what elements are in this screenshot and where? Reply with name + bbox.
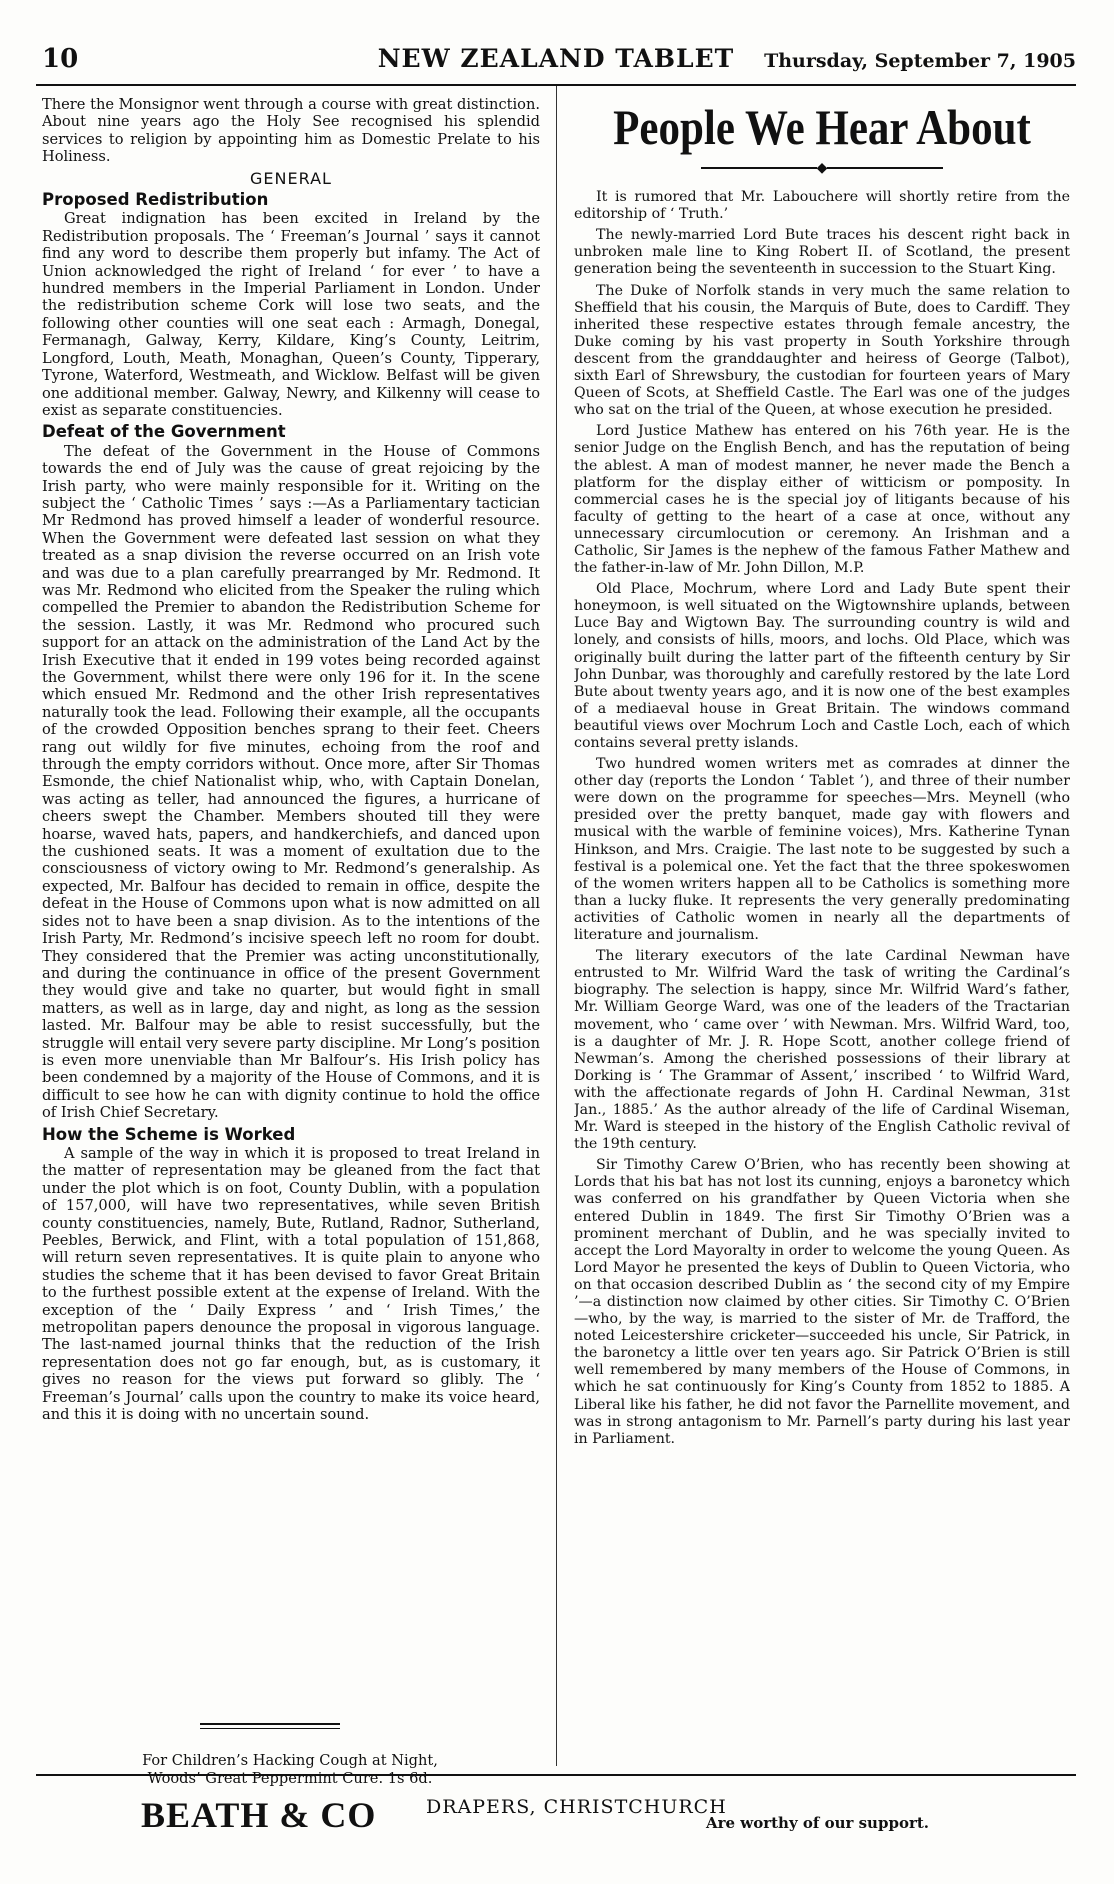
- page-number: 10: [42, 44, 79, 74]
- paragraph-old-place: Old Place, Mochrum, where Lord and Lady Bute spent their honeymoon, is well situated on the Wigtownshire uplands, between Luce Bay and Wigtown Bay. The surrounding country is wild and lonely, and consists of hills, moors, and lochs. Old Place, which was originally built during the latter part of the fifteenth century by Sir John Dunbar, was thoroughly and carefully restored by the late Lord Bute about twenty years ago, and it is now one of the best examples of a mediaeval house in Great Britain. The windows command beautiful views over Mochrum Loch and Castle Loch, each of which contains several pretty islands.: [574, 581, 1070, 751]
- footer-rule: [36, 1774, 1076, 1776]
- right-column: [574, 96, 1070, 1768]
- paragraph-newman: The literary executors of the late Cardinal Newman have entrusted to Mr. Wilfrid Ward the task of writing the Cardinal’s biography. The selection is happy, since Mr. Wilfrid Ward’s father, Mr. William George Ward, was one of the leaders of the Tractarian movement, who ‘ came over ’ with Newman. Mrs. Wilfrid Ward, too, is a daughter of Mr. J. R. Hope Scott, another college friend of Newman’s. Among the cherished possessions of their library at Dorking is ‘ The Grammar of Assent,’ inscribed ‘ to Wilfrid Ward, with the affectionate regards of John H. Cardinal Newman, 31st Jan., 1885.’ As the author already of the life of Cardinal Wiseman, Mr. Ward is steeped in the history of the English Catholic revival of the 19th century.: [574, 948, 1070, 1153]
- advert-line-2: Woods’ Great Peppermint Cure. 1s 6d.: [147, 1769, 433, 1787]
- footer-advert: [36, 1788, 1076, 1858]
- left-column: [42, 96, 540, 1762]
- title-ornament: ◆: [574, 160, 1070, 177]
- paragraph-obrien: Sir Timothy Carew O’Brien, who has recently been showing at Lords that his bat has not lost its cunning, enjoys a baronetcy which was conferred on his grandfather by Queen Victoria when she entered Dublin in 1849. The first Sir Timothy O’Brien was a prominent merchant of Dublin, and he was specially invited to accept the Lord Mayoralty in order to welcome the young Queen. As Lord Mayor he presented the keys of Dublin to Queen Victoria, who on that occasion described Dublin as ‘ the second city of my Empire ’—a distinction now claimed by other cities. Sir Timothy C. O’Brien—who, by the way, is married to the sister of Mr. de Trafford, the noted Leicestershire cricketer—succeeded his uncle, Sir Patrick, in the baronetcy a little over ten years ago. Sir Patrick O’Brien is still well remembered by many members of the House of Commons, in which he sat continuously for King’s County from 1852 to 1885. A Liberal like his father, he did not favor the Parnellite movement, and was in strong antagonism to Mr. Parnell’s party during his last year in Parliament.: [574, 1157, 1070, 1447]
- paragraph-scheme: A sample of the way in which it is proposed to treat Ireland in the matter of representation may be gleaned from the fact that under the plot which is on foot, County Dublin, with a population of 157,000, will have two representatives, while seven British county constituencies, namely, Bute, Rutland, Radnor, Sutherland, Peebles, Berwick, and Flint, with a total population of 151,868, will return seven representatives. It is quite plain to anyone who studies the scheme that it has been devised to favor Great Britain to the furthest possible extent at the expense of Ireland. With the exception of the ‘ Daily Express ’ and ‘ Irish Times,’ the metropolitan papers denounce the proposal in vigorous language. The last-named journal thinks that the reduction of the Irish representation does not go far enough, but, as is customary, it gives no reason for the views put forward so glibly. The ‘ Freeman’s Journal’ calls upon the country to make its voice heard, and this it is doing with no uncertain sound.: [42, 1144, 540, 1424]
- intro-paragraph: There the Monsignor went through a course with great distinction. About nine years ago the Holy See recognised his splendid services to religion by appointing him as Domestic Prelate to his Holiness.: [42, 96, 540, 166]
- advert-line-1: For Children’s Hacking Cough at Night,: [142, 1752, 438, 1769]
- newspaper-title: NEW ZEALAND TABLET: [377, 44, 735, 73]
- paragraph-mathew: Lord Justice Mathew has entered on his 76th year. He is the senior Judge on the English Bench, and has the reputation of being the ablest. A man of modest manner, he never made the Bench a platform for the display either of witticism or pomposity. In commercial cases he is the special joy of litigants because of his faculty of getting to the heart of a case at once, without any unnecessary circumlocution or ceremony. An Irishman and a Catholic, Sir James is the nephew of the famous Father Mathew and the father-in-law of Mr. John Dillon, M.P.: [574, 423, 1070, 577]
- paragraph-norfolk: The Duke of Norfolk stands in very much the same relation to Sheffield that his cousin, the Marquis of Bute, does to Cardiff. They inherited these respective estates through female ancestry, the Duke coming by his vast property in South Yorkshire through descent from the granddaughter and heiress of George (Talbot), sixth Earl of Shrewsbury, the custodian for fourteen years of Mary Queen of Scots, at Sheffield Castle. The Earl was one of the judges who sat on the trial of the Queen, at whose execution he presided.: [574, 282, 1070, 419]
- paragraph-defeat: The defeat of the Government in the House of Commons towards the end of July was the cause of great rejoicing by the Irish party, who were mainly responsible for it. Writing on the subject the ‘ Catholic Times ’ says :—As a Parliamentary tactician Mr Redmond has proved himself a leader of wonderful resource. When the Government were defeated last session on what they treated as a snap division the reverse occurred on an Irish vote and was due to a plan carefully prearranged by Mr. Redmond. It was Mr. Redmond who elicited from the Speaker the ruling which compelled the Premier to abandon the Redistribution Scheme for the session. Lastly, it was Mr. Redmond who procured such support for an attack on the administration of the Land Act by the Irish Executive that it ended in 199 votes being recorded against the Government, whilst there were only 196 for it. In the scene which ensued Mr. Redmond and the other Irish representatives naturally took the lead. Following their example, all the occupants of the crowded Opposition benches sprang to their feet. Cheers rang out wildly for five minutes, echoing from the roof and through the empty corridors without. Once more, after Sir Thomas Esmonde, the chief Nationalist whip, who, with Captain Donelan, was acting as teller, had announced the figures, a hurricane of cheers swept the Chamber. Members shouted till they were hoarse, waved hats, papers, and handkerchiefs, and danced upon the cushioned seats. It was a moment of exultation due to the consciousness of victory owing to Mr. Redmond’s generalship. As expected, Mr. Balfour has decided to remain in office, despite the defeat in the House of Commons upon what is now admitted on all sides not to have been a snap division. As to the intentions of the Irish Party, Mr. Redmond’s incisive speech left no room for doubt. They considered that the Premier was acting unconstitutionally, and during the continuance in office of the present Government they would give and take no quarter, but would fight in small matters, as well as in large, day and night, as long as the session lasted. Mr. Balfour may be able to resist successfully, but the struggle will entail very severe party discipline. Mr Long’s position is even more unenviable than Mr Balfour’s. His Irish policy has been condemned by a majority of the House of Commons, and it is difficult to see how he can with dignity continue to hold the office of Irish Chief Secretary.: [42, 442, 540, 1122]
- beath-brand: BEATH & CO: [141, 1795, 377, 1835]
- support-text: Are worthy of our support.: [706, 1814, 930, 1832]
- end-rule: [200, 1723, 340, 1729]
- subheading-defeat: Defeat of the Government: [42, 422, 286, 442]
- people-title: People We Hear About: [613, 99, 1031, 155]
- cough-cure-advert: [60, 1752, 520, 1787]
- subheading-redistribution: Proposed Redistribution: [42, 190, 269, 210]
- drapers-text: DRAPERS, CHRISTCHURCH: [426, 1796, 727, 1818]
- section-heading-general: GENERAL: [250, 168, 332, 188]
- issue-date: Thursday, September 7, 1905: [764, 50, 1076, 72]
- paragraph-women-writers: Two hundred women writers met as comrades at dinner the other day (reports the London ‘ Tablet ’), and three of their number were down on the programme for speeches—Mrs. Meynell (who presided over the pretty banquet, made gay with flowers and musical with the warble of feminine voices), Mrs. Katherine Tynan Hinkson, and Mrs. Craigie. The last note to be suggested by such a festival is a polemical one. Yet the fact that the three spokeswomen of the women writers happen all to be Catholics is something more than a lucky fluke. It represents the very generally predominating activities of Catholic women in nearly all the departments of literature and journalism.: [574, 756, 1070, 944]
- paragraph-redistribution: Great indignation has been excited in Ireland by the Redistribution proposals. The ‘ Freeman’s Journal ’ says it cannot find any word to describe them properly but infamy. The Act of Union acknowledged the right of Ireland ‘ for ever ’ to have a hundred members in the Imperial Parliament in London. Under the redistribution scheme Cork will lose two seats, and the following other counties will one seat each : Armagh, Donegal, Fermanagh, Galway, Kerry, Kildare, King’s County, Leitrim, Longford, Louth, Meath, Monaghan, Queen’s County, Tipperary, Tyrone, Waterford, Westmeath, and Wicklow. Belfast will be given one additional member. Galway, Newry, and Kilkenny will cease to exist as separate constituencies.: [42, 210, 540, 419]
- column-divider: [556, 86, 557, 1766]
- paragraph-bute: The newly-married Lord Bute traces his descent right back in unbroken male line to King Robert II. of Scotland, the present generation being the seventeenth in succession to the Stuart King.: [574, 227, 1070, 278]
- subheading-scheme: How the Scheme is Worked: [42, 1124, 296, 1144]
- paragraph-labouchere: It is rumored that Mr. Labouchere will shortly retire from the editorship of ‘ Truth.’: [574, 189, 1070, 223]
- page-header: [36, 44, 1076, 84]
